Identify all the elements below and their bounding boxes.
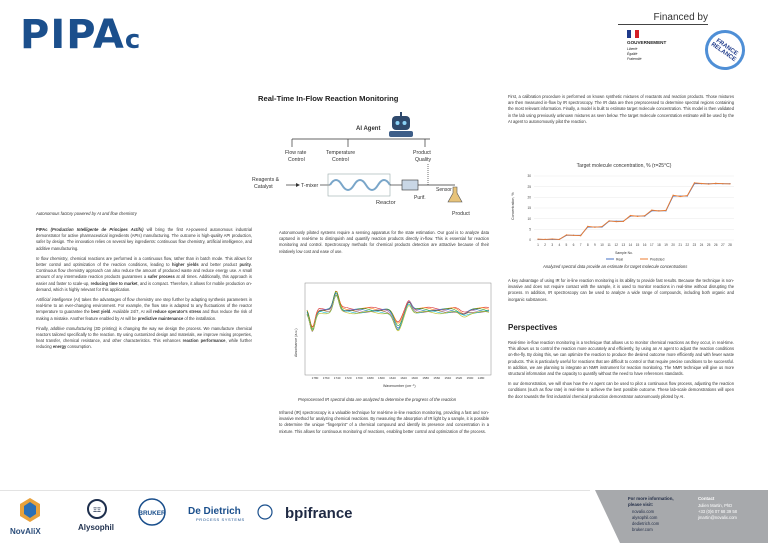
chart-xtick: 3	[551, 243, 554, 247]
chart-xtick: 17	[650, 243, 654, 247]
robot-icon	[389, 112, 413, 137]
chart-caption: Analyzed spectral data provide an estimate for target molecule concentrations	[543, 264, 688, 269]
chart-xtick: 27	[721, 243, 725, 247]
svg-text:Quality: Quality	[415, 157, 432, 163]
chart-ytick: 25	[527, 184, 531, 189]
calibration-block	[508, 94, 734, 125]
spectra-xtick: 1620	[400, 376, 407, 380]
link-bruker[interactable]: bruker.com	[632, 527, 653, 532]
chart-xtick: 9	[593, 243, 596, 247]
series-point-predicted	[552, 238, 553, 239]
ai-agent-label: AI Agent	[356, 126, 381, 132]
chart-xtick: 15	[635, 243, 640, 247]
france-relance-logo: FRANCE RELANCE	[697, 22, 753, 78]
series-point-predicted	[573, 235, 574, 236]
chart-xtick: 19	[664, 243, 668, 247]
spectra-xtick: 1600	[411, 376, 418, 380]
spectra-xtick: 1740	[333, 376, 341, 380]
chart-ytick: 10	[527, 216, 531, 221]
series-line-predicted	[538, 183, 730, 240]
svg-text:Alysophil: Alysophil	[78, 523, 115, 532]
diagram-caption: Autonomous factory powered by AI and flow chemistry	[36, 211, 137, 216]
temperature-label: Temperature	[326, 150, 356, 156]
series-point-predicted	[673, 195, 674, 196]
diagram-title: Real-Time In-Flow Reaction Monitoring	[258, 94, 399, 103]
series-point-predicted	[687, 195, 688, 196]
ai-paragraph: Artificial intelligence (AI) takes the advantages of flow chemistry one step further by adapting synthesis parameters in real-time to an ever-changing environment. For example, the flow rate is adapted to any fluctuations of the reactor temperature to guarantee the best yield. Available 24/7, AI will reduce operator's stress and thus reduce the risk of making a mistake. Another feature enabled by AI will be predictive maintenance of the installation.	[36, 297, 252, 321]
flow-diagram	[30, 104, 478, 216]
spectra-xtick: 1520	[455, 376, 463, 380]
series-point-predicted	[658, 210, 659, 211]
chart-ytick: 30	[527, 174, 531, 179]
chart-xtick: 2	[544, 243, 547, 247]
demonstration-paragraph: In our demonstration, we will show how the AI agent can be used to pilot a continuous flow process, adjusting the reaction conditions (such as flow rate) in real-time to achieve the best possible outcome. These lab-scale demonstrations will open the door towards the first industrial chemical production demonstrator autonomously piloted by AI.	[508, 381, 734, 399]
chart-xtick: 26	[714, 243, 718, 247]
spectra-xtick: 1780	[311, 376, 319, 380]
svg-text:Contact: Contact	[698, 496, 715, 501]
spectra-xtick: 1680	[366, 376, 374, 380]
series-point-predicted	[623, 221, 624, 222]
chart-xtick: 20	[671, 243, 675, 247]
perspectives-block	[508, 340, 734, 400]
series-point-predicted	[708, 184, 709, 185]
middle-intro	[279, 230, 489, 255]
purif-unit	[402, 180, 418, 190]
svg-text:+33 (0)6 07 68 39 58: +33 (0)6 07 68 39 58	[698, 509, 737, 514]
chart-ytick: 0	[529, 238, 531, 243]
spectra-xtick: 1720	[344, 376, 352, 380]
funded-by-label: Financed by	[618, 12, 708, 25]
series-point-predicted	[537, 239, 538, 240]
chart-title: Target molecule concentration, % (τ=25°C)	[576, 163, 672, 169]
perspectives-heading: Perspectives	[508, 323, 558, 332]
link-alysophil[interactable]: alysophil.com	[632, 515, 658, 520]
chart-xtick: 12	[614, 243, 618, 247]
flow-chemistry-paragraph: In flow chemistry, chemical reactions are performed in a continuous flow, rather than in batch mode. This allows for better control and optimization of the reaction conditions, leading to higher yields and better product purity. Continuous flow chemistry approach can also reduce the amount of produced waste and reduce energy use. A small amount of any intermediate reaction products guarantees a safer process at all times. Additionally, this approach is easier and faster to scale-up, reducing time to market, and is compact. Therefore, it allows for mobile production on-demand, which is highly relevant for this application.	[36, 255, 253, 292]
svg-text:Control: Control	[288, 157, 305, 163]
spectra-xtick: 1660	[378, 376, 385, 380]
series-point-predicted	[630, 215, 631, 216]
series-point-predicted	[587, 226, 588, 227]
concentration-chart	[506, 158, 742, 262]
svg-text:ΞΞ: ΞΞ	[93, 508, 101, 514]
chart-xtick: 13	[621, 243, 626, 247]
spectra-xtick: 1540	[444, 376, 452, 380]
chart-xtick: 23	[692, 243, 697, 247]
svg-text:De Dietrich: De Dietrich	[188, 506, 241, 517]
chart-ytick: 5	[529, 227, 531, 232]
reactor-coil-icon	[328, 174, 390, 196]
footer	[0, 490, 768, 543]
series-point-predicted	[715, 183, 716, 184]
left-column	[36, 227, 252, 351]
series-point-predicted	[580, 235, 581, 236]
advantage-paragraph: A key advantage of using IR for in-line reaction monitoring is its ability to provide fast results. Because the technique is non-invasive and does not require contact with the sample, it is used to monitor reactions in real-time without disrupting the process. In addition, IR spectroscopy can be used to analyze a wide range of compounds, including both organic and inorganic substances.	[508, 278, 734, 302]
chart-xtick: 7	[579, 243, 582, 247]
svg-text:For more information,: For more information,	[628, 496, 674, 501]
spectra-ylabel: Absorbance (a.u.)	[294, 328, 298, 357]
spectra-xtick: 1560	[433, 376, 441, 380]
perspectives-paragraph: Real-time in-flow reaction monitoring is a technique that allows us to monitor chemical reactions as they occur, in real-time. This allows us to control the reaction more accurately and efficiently, by using an AI agent to adjust the reaction conditions on-the-fly. By doing this, we can optimize the reaction to produce the desired outcome more efficiently and with fewer waste products. This is particularly useful for reactions that are difficult to control or that require precise conditions to be successful. In addition, we are planning to integrate an NMR instrument for reaction monitoring. The NMR technique will give us more structural information and the capacity to quantify without the need to have references standards.	[508, 340, 734, 377]
series-point-predicted	[609, 220, 610, 221]
series-point-predicted	[665, 210, 666, 211]
spectra-xtick: 1500	[466, 376, 474, 380]
series-point-predicted	[680, 196, 681, 197]
series-point-predicted	[601, 226, 602, 227]
series-point-predicted	[566, 234, 567, 235]
calibration-paragraph: First, a calibration procedure is performed on known synthetic mixtures of reactants and reaction products. Those mixtures are then measured in-flow by IR spectroscopy. The IR data are then preprocessed to determine spectral regions containing the most relevant information. Finally, a model is built to estimate target molecule concentration. This model is then validated in the lab using previously unknown mixtures as seen below. The target molecule concentration estimate will be used by the AI agent to autonomously pilot the reaction.	[508, 94, 734, 124]
series-point-predicted	[729, 183, 730, 184]
product-quality-label: Product	[413, 150, 431, 156]
svg-text:PROCESS SYSTEMS: PROCESS SYSTEMS	[196, 517, 245, 522]
series-line-real	[538, 184, 730, 240]
spectra-lines	[307, 291, 489, 331]
chart-xtick: 8	[586, 243, 589, 247]
chart-xtick: 25	[706, 243, 711, 247]
chart-xtick: 10	[600, 243, 604, 247]
advantage-block	[508, 278, 734, 303]
chart-xtick: 24	[699, 243, 704, 247]
pipac-logo: PIPAc	[20, 12, 142, 58]
spectra-caption: Preprocessed IR spectral data are analyzed to determine the progress of the reaction	[298, 397, 457, 402]
spectra-xtick: 1580	[422, 376, 430, 380]
intro-paragraph: PIPAc (Production Intelligente de Principes Actifs) will bring the first AI-powered autonomous industrial demonstrator for active pharmaceutical ingredients (APIs) manufacturing. The outcome is high-quality API production, safer by design. The innovation relies on several key ingredients: continuous flow chemistry, artificial intelligence, and additive manufacturing.	[36, 227, 253, 251]
svg-text:please visit:: please visit:	[628, 502, 654, 507]
series-point-predicted	[722, 183, 723, 184]
gov-name: GOUVERNEMENT	[627, 40, 667, 45]
purif-label: Purif.	[414, 195, 426, 201]
gov-motto: Liberté Égalité Fraternité	[627, 47, 642, 61]
product-label: Product	[452, 211, 470, 216]
chart-xtick: 6	[572, 243, 575, 247]
autonomy-paragraph: Autonomously piloted systems require a sensing apparatus for the state estimation. Our goal is to analyze data captured in real-time to distinguish and quantify reaction products directly in-flow. This is essential for reaction monitoring and control. Spectroscopy methods for chemical products detection are attractive because of their relatively low cost and ease of use.	[279, 230, 489, 254]
flow-rate-label: Flow rate	[285, 150, 307, 156]
ir-paragraph: Infrared (IR) spectroscopy is a valuable technique for real-time in-line reaction monitoring, providing a fast and non-invasive method for analyzing chemical reactions. By measuring the absorption of IR light by a sample, it is possible to determine the unique "fingerprint" of a chemical compound and identify its presence and concentration in a mixture. This allows for continuous monitoring of reactions, enabling better control and optimization of the process.	[279, 410, 489, 434]
spectra-xtick: 1760	[322, 376, 330, 380]
chart-ylabel: Concentration, %	[511, 192, 515, 220]
svg-text:Julien Martin, PhD: Julien Martin, PhD	[698, 503, 733, 508]
svg-text:Control: Control	[332, 157, 349, 163]
series-point-predicted	[559, 239, 560, 240]
link-novalix[interactable]: novalix.com	[632, 509, 655, 514]
chart-xtick: 18	[657, 243, 661, 247]
svg-text:bpifrance: bpifrance	[285, 505, 353, 522]
french-flag-icon	[627, 30, 639, 38]
tmixer-label: T-mixer	[301, 183, 319, 189]
chart-xtick: 5	[565, 243, 568, 247]
chart-xtick: 22	[685, 243, 690, 247]
chart-xtick: 21	[678, 243, 682, 247]
series-point-predicted	[651, 210, 652, 211]
series-point-predicted	[701, 183, 702, 184]
series-point-predicted	[616, 221, 617, 222]
government-logo	[627, 30, 666, 62]
spectra-xtick: 1700	[355, 376, 363, 380]
reactor-label: Reactor	[376, 200, 396, 206]
bpifrance-logo	[285, 505, 353, 522]
chart-ytick: 20	[527, 195, 531, 200]
contact-email[interactable]: jmartin@novalix.com	[698, 515, 737, 520]
link-dedietrich[interactable]: dedietrich.com	[632, 521, 660, 526]
series-point-predicted	[694, 182, 695, 183]
chart-xtick: 14	[628, 243, 633, 247]
chart-ytick: 15	[527, 206, 531, 211]
chart-xtick: 11	[607, 243, 611, 247]
series-point-predicted	[594, 227, 595, 228]
chart-xlabel: Sample No.	[615, 251, 633, 255]
series-point-predicted	[644, 215, 645, 216]
chart-xtick: 4	[558, 243, 561, 247]
series-point-predicted	[637, 216, 638, 217]
legend-label: Real	[616, 257, 623, 262]
additive-paragraph: Finally, additive manufacturing (3D printing) is changing the way we design the process. We manufacture chemical reactors tailored specifically to the reaction. By using customized design and materials, we improve mixing properties, heat transfer, chemical resistance, and other characteristics. This enhances reaction performance, while further reducing energy consumption.	[36, 325, 252, 350]
chart-xtick: 1	[537, 243, 539, 247]
reagents-label: Reagents &	[252, 177, 280, 183]
svg-text:NovAliX: NovAliX	[10, 527, 41, 536]
sensor-label: Sensor	[436, 187, 452, 193]
svg-text:Catalyst: Catalyst	[254, 184, 273, 190]
chart-xtick: 16	[642, 243, 647, 247]
spectra-xtick: 1640	[389, 376, 396, 380]
svg-text:BRUKER: BRUKER	[138, 510, 166, 517]
spectra-xtick: 1480	[477, 376, 485, 380]
legend-label: Predicted	[650, 257, 665, 262]
series-point-predicted	[545, 239, 546, 240]
ir-paragraph-block	[279, 410, 489, 435]
ir-spectra-plot	[283, 279, 495, 389]
spectra-xlabel: Wavenumber (cm⁻¹)	[383, 384, 416, 388]
chart-xtick: 28	[728, 243, 732, 247]
